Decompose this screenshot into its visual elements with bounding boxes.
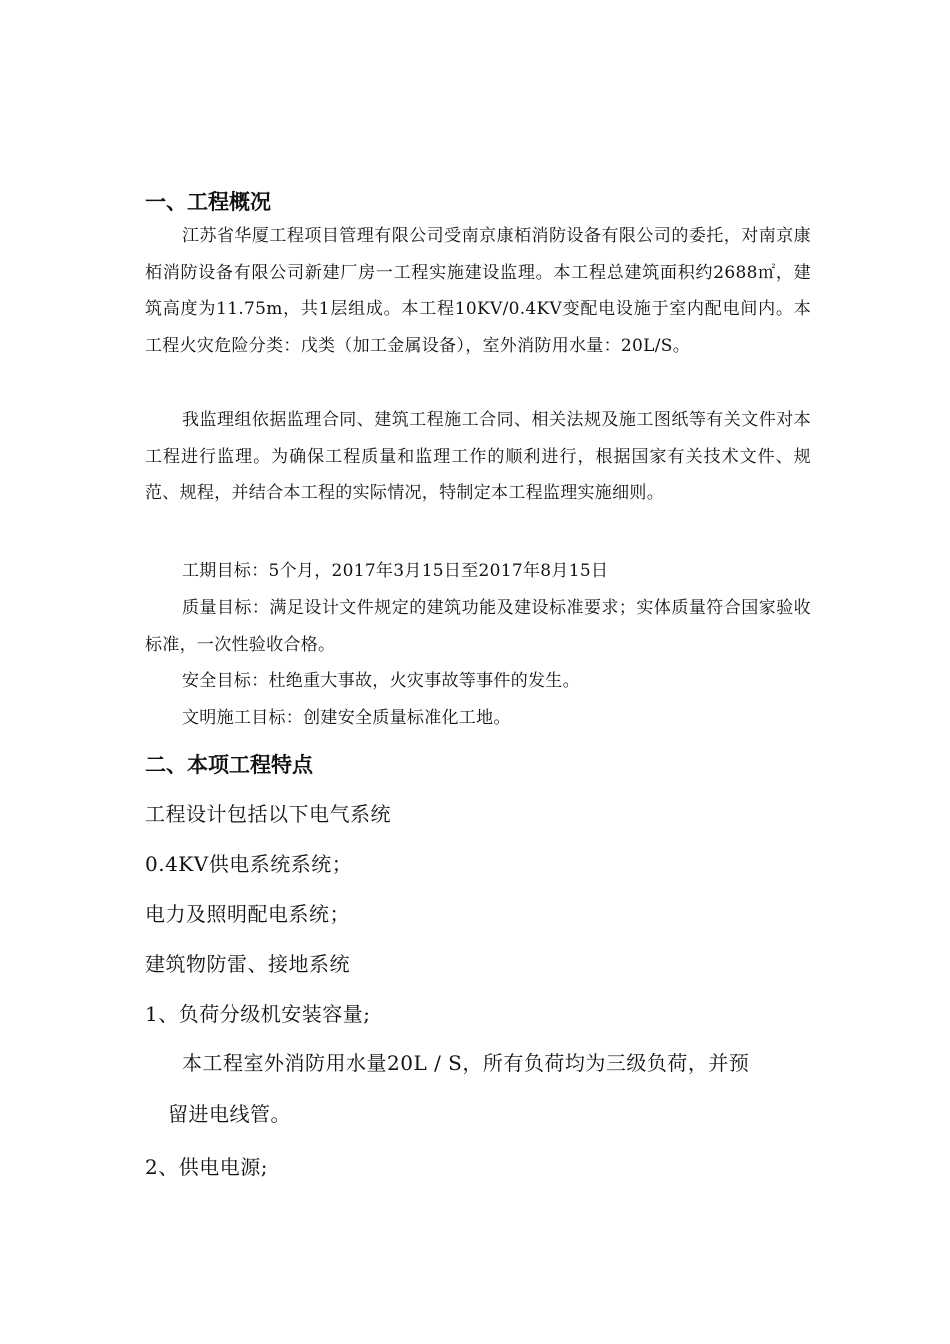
section-heading-features: 二、本项工程特点 [145, 753, 313, 777]
safety-goal: 安全目标：杜绝重大事故，火灾事故等事件的发生。 [182, 671, 580, 691]
load-paragraph-line2: 留进电线管。 [168, 1102, 291, 1126]
overview-paragraph: 江苏省华厦工程项目管理有限公司受南京康栢消防设备有限公司的委托，对南京康栢消防设备有限公司新建厂房一工程实施建设监理。本工程总建筑面积约2688㎡，建筑高度为11.75m，共1层组成。本工程10KV/0.4KV变配电设施于室内配电间内。本工程火灾危险分类：戊类（加工金属设备），室外消防用水量：20L/S。 [145, 226, 811, 356]
power-source-heading: 2、供电电源; [145, 1155, 268, 1179]
load-paragraph-line1: 本工程室外消防用水量20L / S，所有负荷均为三级负荷，并预 [182, 1051, 750, 1075]
electrical-systems-intro: 工程设计包括以下电气系统 [145, 802, 391, 826]
quality-goal: 质量目标：满足设计文件规定的建筑功能及建设标准要求；实体质量符合国家验收标准，一次性验收合格。 [145, 598, 811, 655]
load-classification-heading: 1、负荷分级机安装容量; [145, 1002, 371, 1026]
system-item-lighting: 电力及照明配电系统； [145, 902, 350, 926]
section-heading-overview: 一、工程概况 [145, 190, 271, 214]
system-item-power-supply: 0.4KV供电系统系统； [145, 852, 353, 876]
civilized-construction-goal: 文明施工目标：创建安全质量标准化工地。 [182, 708, 511, 728]
schedule-goal: 工期目标：5个月，2017年3月15日至2017年8月15日 [182, 561, 609, 581]
basis-paragraph: 我监理组依据监理合同、建筑工程施工合同、相关法规及施工图纸等有关文件对本工程进行监理。为确保工程质量和监理工作的顺利进行，根据国家有关技术文件、规范、规程，并结合本工程的实际情况，特制定本工程监理实施细则。 [145, 410, 811, 503]
system-item-lightning-grounding: 建筑物防雷、接地系统 [145, 952, 350, 976]
